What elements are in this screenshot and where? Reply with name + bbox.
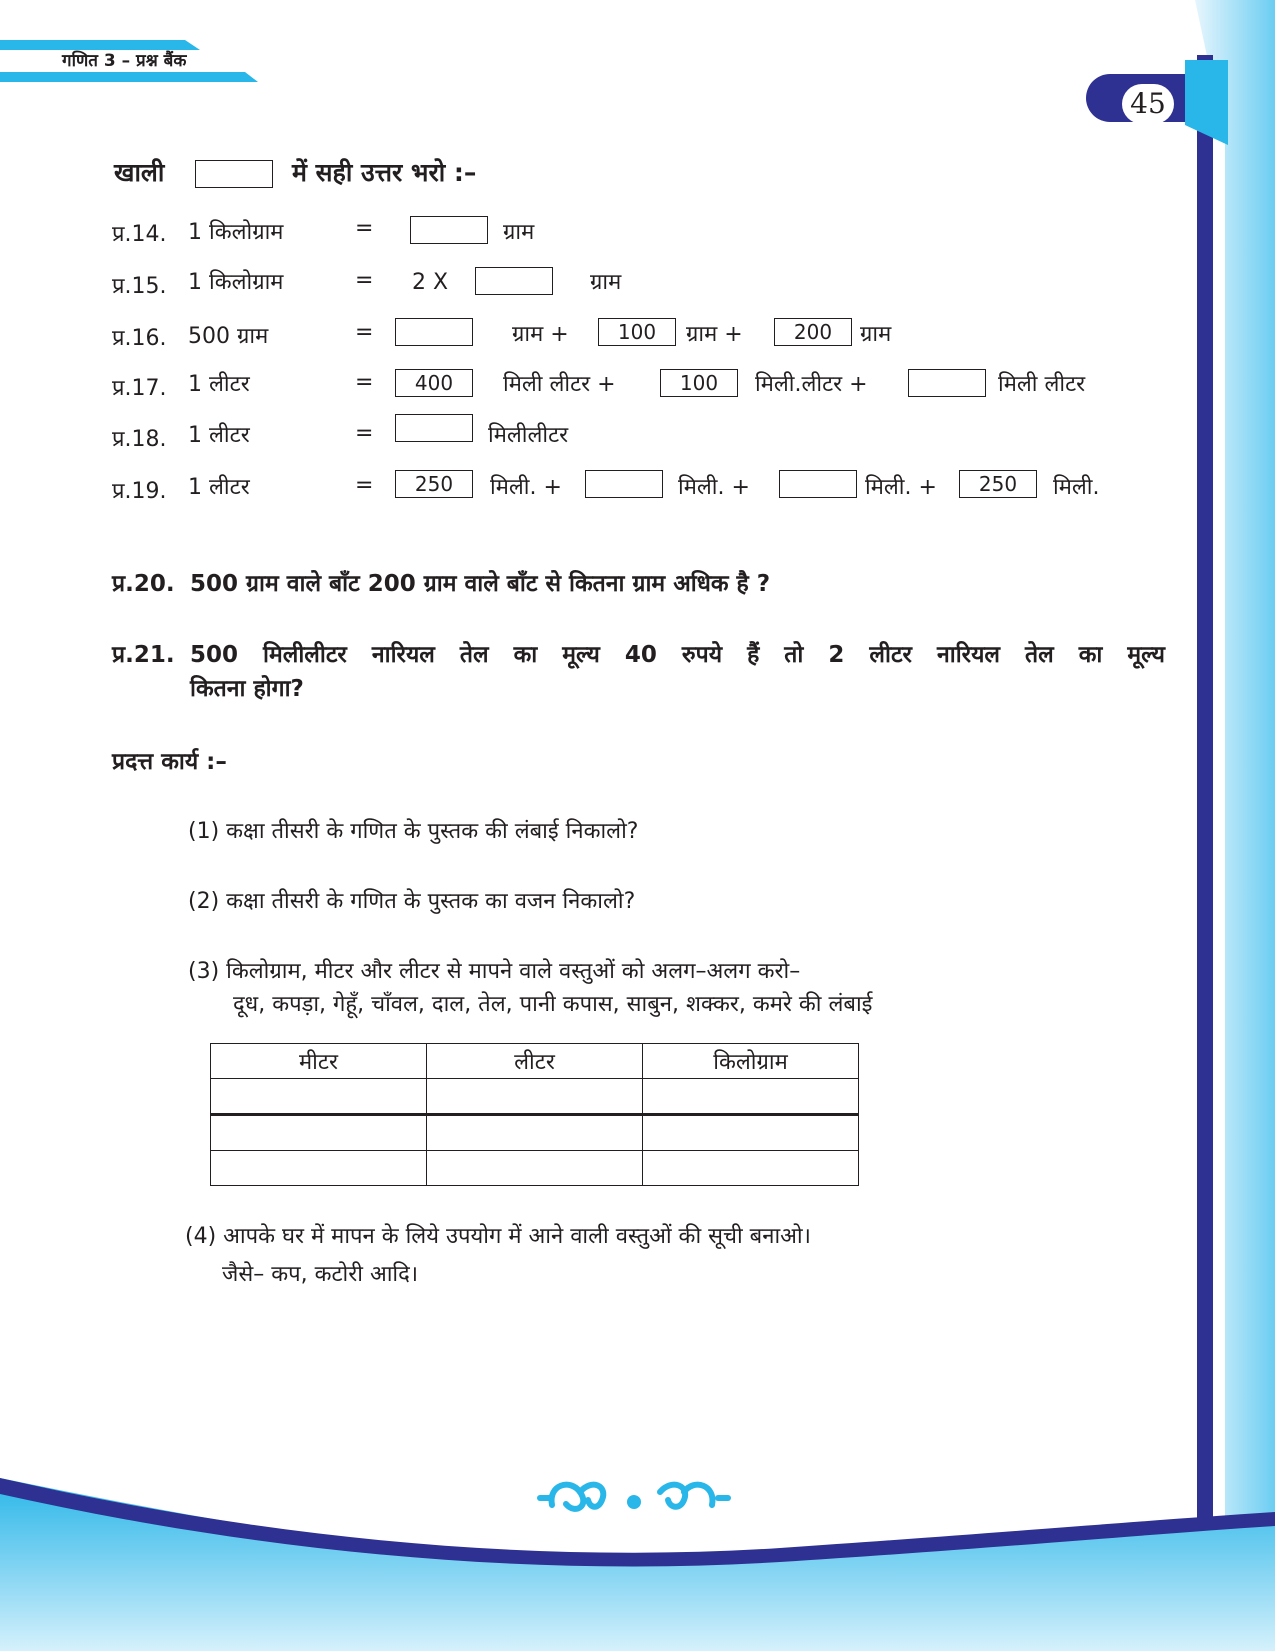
q17-unit1: मिली लीटर + bbox=[503, 372, 616, 397]
task-2: (2) कक्षा तीसरी के गणित के पुस्तक का वजन निकालो? bbox=[188, 889, 636, 914]
title-sample-box bbox=[195, 160, 273, 188]
task-3-line-1: (3) किलोग्राम, मीटर और लीटर से मापने वाले वस्तुओं को अलग–अलग करो– bbox=[188, 959, 801, 984]
table-cell[interactable] bbox=[427, 1079, 643, 1115]
q19-box-250b: 250 bbox=[959, 470, 1037, 498]
q16-answer-box[interactable] bbox=[395, 318, 473, 346]
q16-box-200: 200 bbox=[774, 318, 852, 346]
table-cell[interactable] bbox=[427, 1115, 643, 1151]
q21-number: प्र.21. bbox=[112, 642, 175, 668]
q20-number: प्र.20. bbox=[112, 571, 175, 597]
q18-number: प्र.18. bbox=[112, 427, 167, 452]
book-title: गणित 3 – प्रश्न बैंक bbox=[62, 51, 187, 71]
q17-number: प्र.17. bbox=[112, 376, 167, 401]
q21-line2: कितना होगा? bbox=[190, 676, 304, 702]
q14-equals: = bbox=[355, 216, 374, 241]
task-4-line-1: (4) आपके घर में मापन के लिये उपयोग में आने वाली वस्तुओं की सूची बनाओ। bbox=[185, 1224, 811, 1249]
table-cell[interactable] bbox=[643, 1151, 859, 1186]
ornament-dot bbox=[627, 1495, 641, 1509]
q15-multiplier: 2 X bbox=[412, 270, 449, 295]
q14-lhs: 1 किलोग्राम bbox=[188, 220, 284, 245]
table-header-meter: मीटर bbox=[211, 1044, 427, 1079]
q19-unit1: मिली. + bbox=[490, 475, 562, 500]
q19-unit4: मिली. bbox=[1053, 475, 1100, 500]
q18-lhs: 1 लीटर bbox=[188, 423, 250, 448]
q20-text: 500 ग्राम वाले बाँट 200 ग्राम वाले बाँट से कितना ग्राम अधिक है ? bbox=[190, 571, 771, 597]
table-cell[interactable] bbox=[427, 1151, 643, 1186]
task-1: (1) कक्षा तीसरी के गणित के पुस्तक की लंबाई निकालो? bbox=[188, 819, 639, 844]
section-title-after: में सही उत्तर भरो :– bbox=[292, 158, 477, 187]
q19-box-250a: 250 bbox=[395, 470, 473, 498]
q16-unit3: ग्राम bbox=[860, 322, 892, 347]
q16-unit1: ग्राम + bbox=[512, 322, 569, 347]
table-cell[interactable] bbox=[643, 1115, 859, 1151]
q15-answer-box[interactable] bbox=[475, 267, 553, 295]
q17-box-400: 400 bbox=[395, 369, 473, 397]
corner-tab bbox=[1185, 60, 1228, 145]
q16-equals: = bbox=[355, 320, 374, 345]
q17-unit2: मिली.लीटर + bbox=[755, 372, 868, 397]
assignment-title: प्रदत्त कार्य :– bbox=[112, 749, 227, 775]
q19-unit3: मिली. + bbox=[865, 475, 937, 500]
q15-unit: ग्राम bbox=[590, 270, 622, 295]
q16-lhs: 500 ग्राम bbox=[188, 324, 269, 349]
q18-equals: = bbox=[355, 421, 374, 446]
page-number: 45 bbox=[1122, 84, 1174, 124]
table-cell[interactable] bbox=[211, 1079, 427, 1115]
q16-box-100: 100 bbox=[598, 318, 676, 346]
classification-table bbox=[210, 1043, 859, 1186]
table-cell[interactable] bbox=[211, 1151, 427, 1186]
q19-unit2: मिली. + bbox=[678, 475, 750, 500]
right-band-navy bbox=[1197, 55, 1213, 1535]
task-4-line-2: जैसे– कप, कटोरी आदि। bbox=[222, 1262, 419, 1287]
table-cell[interactable] bbox=[643, 1079, 859, 1115]
q21-line1: 500 मिलीलीटर नारियल तेल का मूल्य 40 रुपये हैं तो 2 लीटर नारियल तेल का मूल्य bbox=[190, 642, 1165, 668]
q19-number: प्र.19. bbox=[112, 479, 167, 504]
q18-answer-box[interactable] bbox=[395, 414, 473, 442]
q14-answer-box[interactable] bbox=[410, 216, 488, 244]
table-cell[interactable] bbox=[211, 1115, 427, 1151]
q14-unit: ग्राम bbox=[503, 220, 535, 245]
q14-number: प्र.14. bbox=[112, 222, 167, 247]
q19-answer-box-1[interactable] bbox=[585, 470, 663, 498]
task-3-line-2: दूध, कपड़ा, गेहूँ, चाँवल, दाल, तेल, पानी कपास, साबुन, शक्कर, कमरे की लंबाई bbox=[233, 992, 873, 1017]
q17-equals: = bbox=[355, 370, 374, 395]
q19-lhs: 1 लीटर bbox=[188, 475, 250, 500]
header-stripe-bottom bbox=[0, 72, 258, 82]
q16-unit2: ग्राम + bbox=[686, 322, 743, 347]
q15-lhs: 1 किलोग्राम bbox=[188, 270, 284, 295]
q15-number: प्र.15. bbox=[112, 274, 167, 299]
table-header-kilogram: किलोग्राम bbox=[643, 1044, 859, 1079]
section-title-before: खाली bbox=[114, 158, 165, 187]
q16-number: प्र.16. bbox=[112, 326, 167, 351]
q17-lhs: 1 लीटर bbox=[188, 372, 250, 397]
q19-answer-box-2[interactable] bbox=[779, 470, 857, 498]
q18-unit: मिलीलीटर bbox=[488, 423, 569, 448]
q15-equals: = bbox=[355, 268, 374, 293]
q17-unit3: मिली लीटर bbox=[998, 372, 1086, 397]
q17-answer-box[interactable] bbox=[908, 369, 986, 397]
table-header-liter: लीटर bbox=[427, 1044, 643, 1079]
q17-box-100: 100 bbox=[660, 369, 738, 397]
q19-equals: = bbox=[355, 473, 374, 498]
